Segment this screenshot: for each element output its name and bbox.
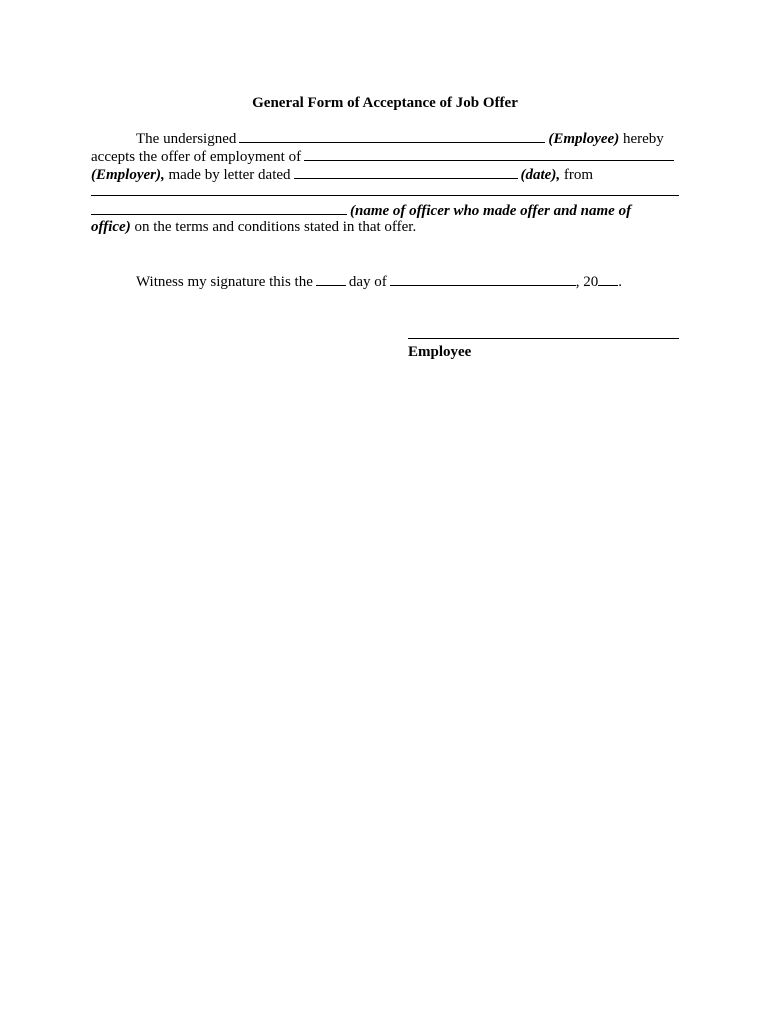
date-label: (date), (520, 167, 561, 183)
from-text: from (563, 167, 594, 183)
undersigned-text: The undersigned (136, 131, 237, 147)
employer-label: (Employer), (91, 167, 165, 183)
paragraph-line-5 (91, 200, 631, 220)
day-blank[interactable] (316, 271, 346, 286)
witness-line (136, 271, 622, 291)
paragraph-line-3 (91, 164, 593, 184)
day-of-text: day of (348, 274, 387, 290)
signature-line[interactable] (408, 338, 679, 339)
employee-label: (Employee) (548, 131, 620, 147)
accepts-offer-text: accepts the offer of employment of (91, 149, 302, 165)
year-prefix-text: , 20 (575, 274, 599, 290)
officer-name-blank[interactable] (91, 200, 347, 215)
officer-label: (name of officer who made offer and name of (350, 203, 632, 219)
employer-name-blank[interactable] (304, 146, 674, 161)
document-title: General Form of Acceptance of Job Offer (252, 95, 518, 111)
paragraph-line-2 (91, 146, 677, 166)
signature-label: Employee (408, 344, 472, 360)
witness-end-text: . (618, 274, 623, 290)
officer-full-line-blank[interactable] (91, 195, 679, 196)
paragraph-line-1 (136, 128, 664, 148)
month-blank[interactable] (390, 271, 576, 286)
terms-text: on the terms and conditions stated in that offer. (134, 219, 417, 235)
office-label: office) (91, 219, 131, 235)
letter-date-blank[interactable] (294, 164, 518, 179)
witness-text: Witness my signature this the (136, 274, 313, 290)
year-blank[interactable] (598, 271, 618, 286)
paragraph-line-6 (91, 218, 416, 236)
employee-name-blank[interactable] (239, 128, 545, 143)
hereby-text: hereby (622, 131, 664, 147)
made-by-letter-text: made by letter dated (168, 167, 291, 183)
